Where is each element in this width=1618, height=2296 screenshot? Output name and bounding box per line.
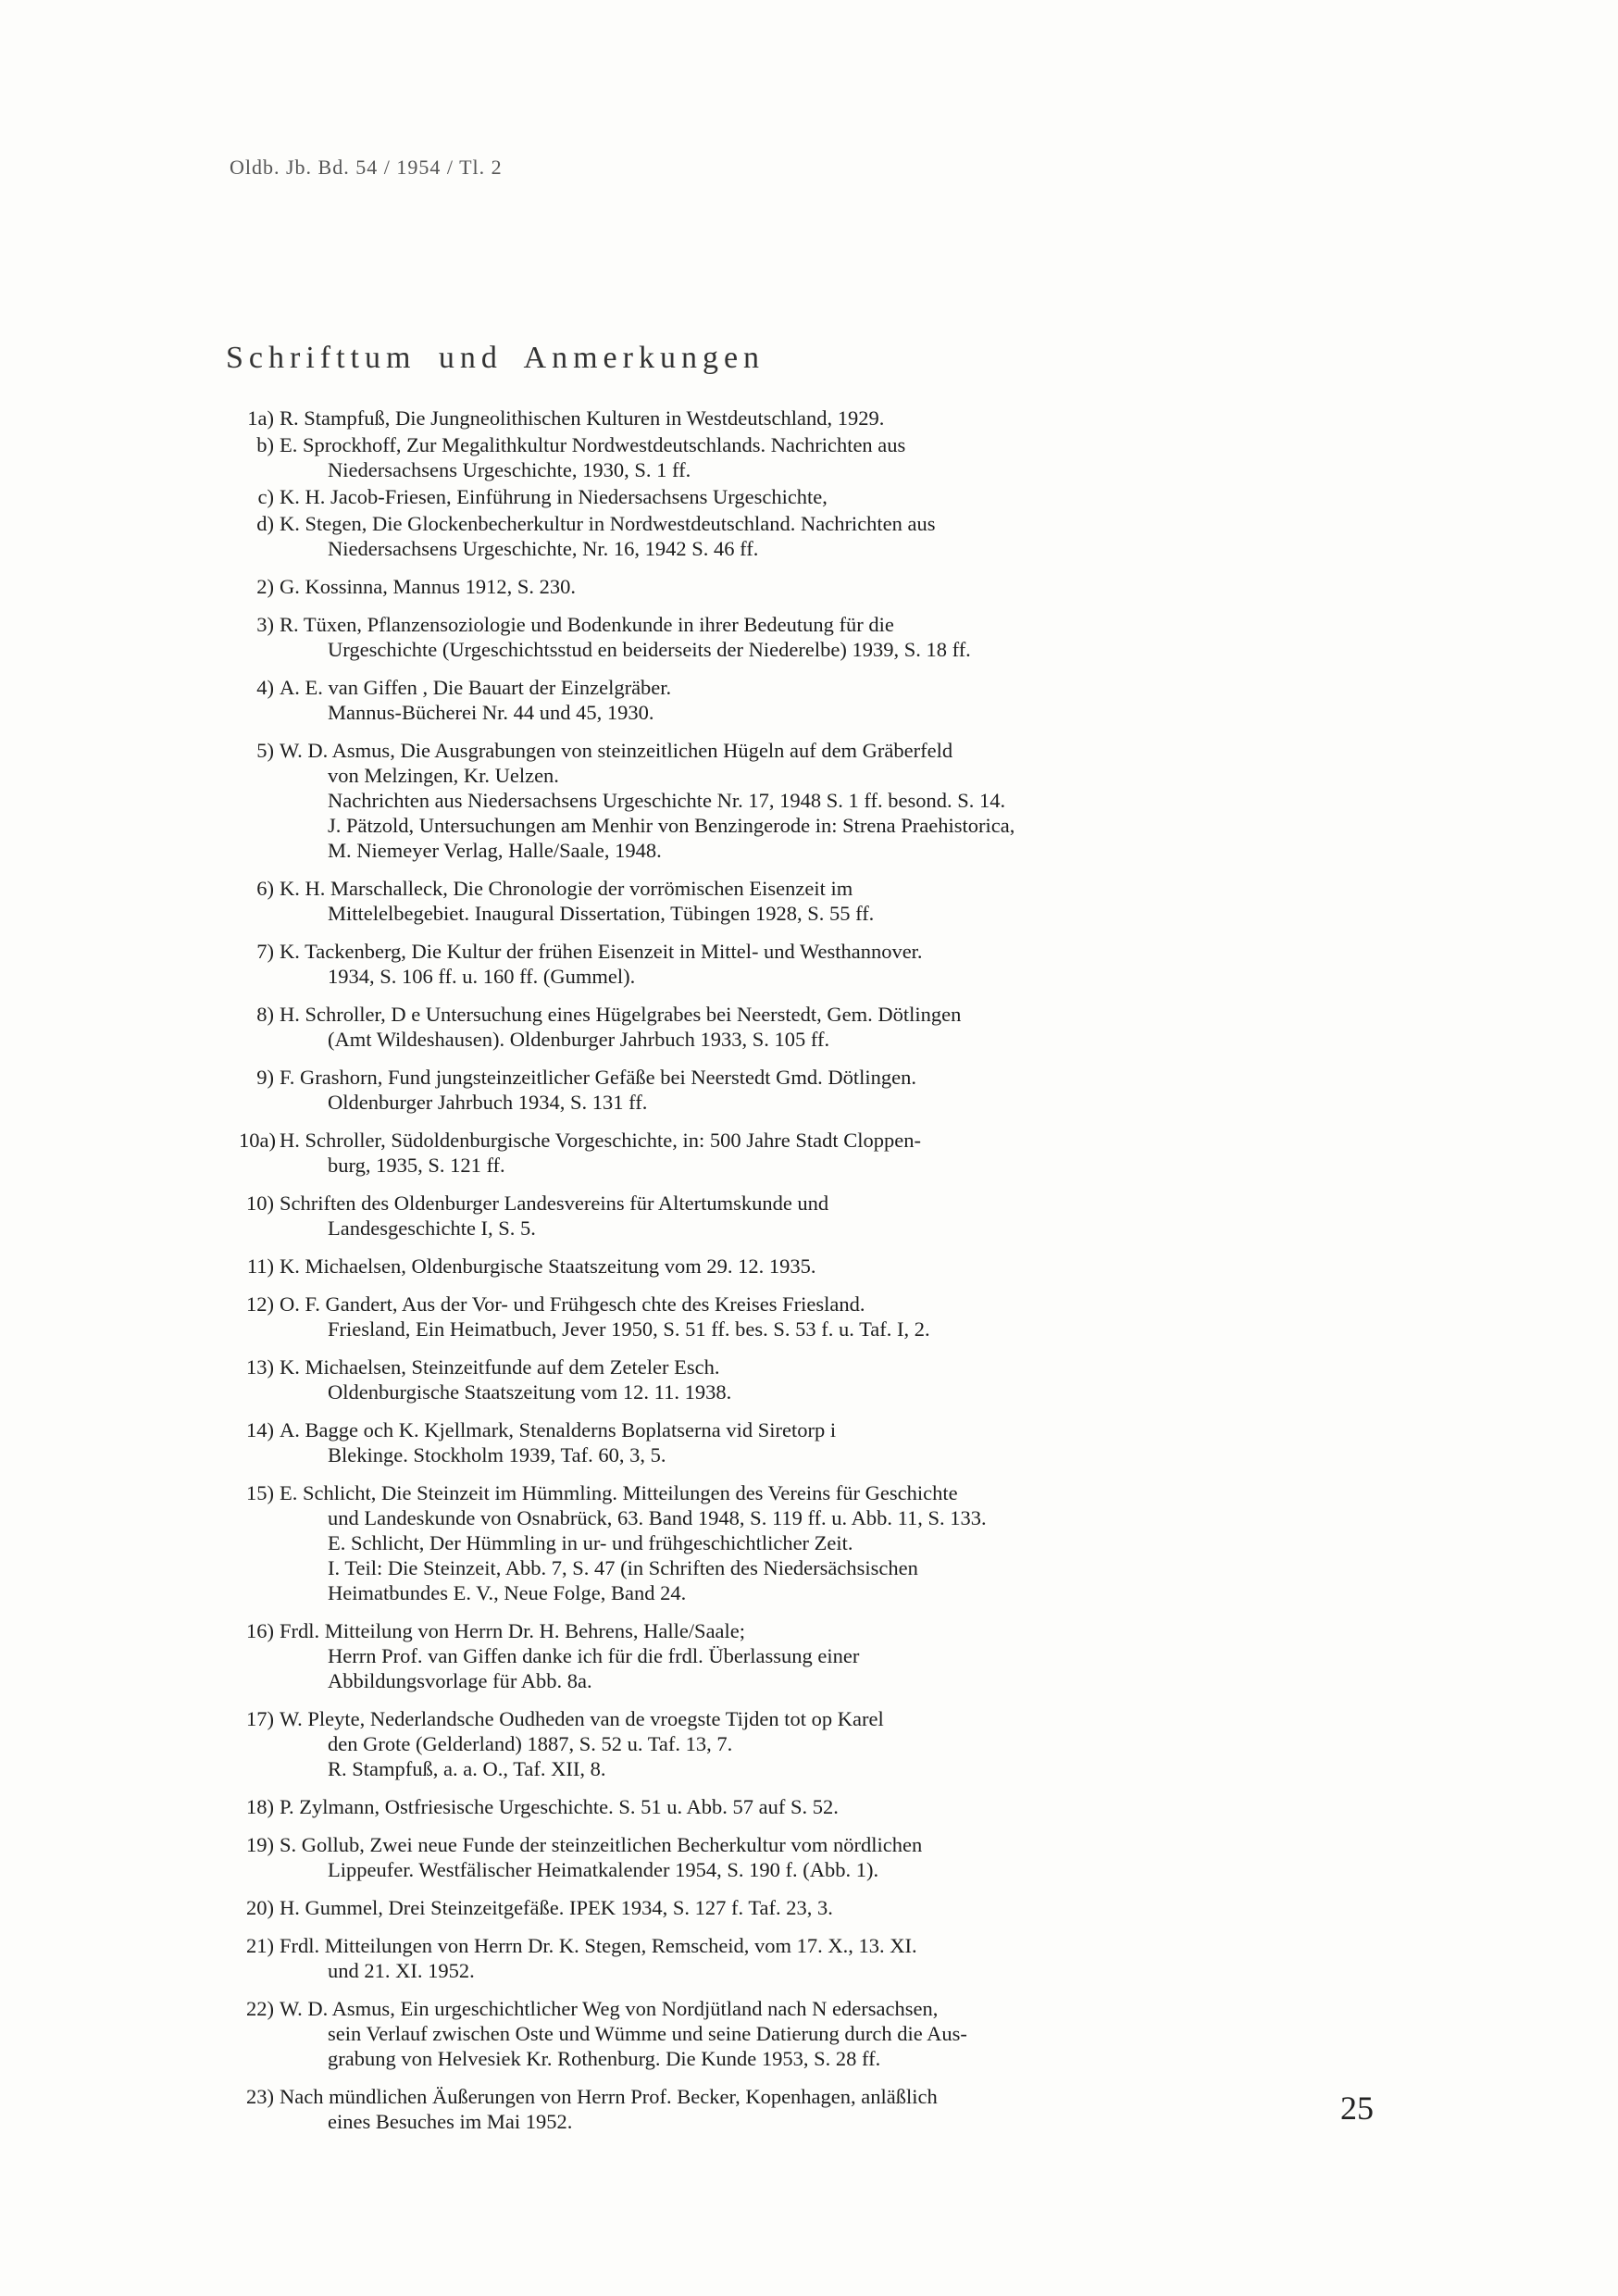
reference-text	[280, 1292, 1405, 1341]
reference-number: 10)	[246, 1192, 274, 1215]
reference-text	[280, 2084, 1405, 2134]
reference-text	[280, 1191, 1405, 1241]
reference-line: (Amt Wildeshausen). Oldenburger Jahrbuch 1933, S. 105 ff.	[328, 1028, 830, 1051]
reference-text	[280, 1354, 1405, 1404]
reference-line: I. Teil: Die Steinzeit, Abb. 7, S. 47 (in Schriften des Niedersächsischen	[328, 1556, 918, 1579]
reference-number: 22)	[246, 1997, 274, 2020]
reference-item	[239, 1618, 1405, 1693]
reference-text	[280, 574, 1405, 599]
reference-number: d)	[256, 512, 274, 535]
reference-text	[280, 406, 1405, 430]
reference-line: eines Besuches im Mai 1952.	[328, 2110, 573, 2133]
reference-item	[239, 406, 1405, 430]
reference-line: von Melzingen, Kr. Uelzen.	[328, 764, 559, 787]
reference-line: W. Pleyte, Nederlandsche Oudheden van de vroegste Tijden tot op Karel	[280, 1707, 884, 1730]
reference-line: K. H. Marschalleck, Die Chronologie der vorrömischen Eisenzeit im	[280, 877, 853, 900]
reference-number: b)	[256, 433, 274, 456]
reference-text	[280, 876, 1405, 926]
reference-number: 21)	[246, 1934, 274, 1957]
reference-line: burg, 1935, S. 121 ff.	[328, 1154, 505, 1177]
reference-number: 16)	[246, 1619, 274, 1642]
reference-item	[239, 1354, 1405, 1404]
reference-number: 12)	[246, 1292, 274, 1316]
reference-item	[239, 2084, 1405, 2134]
reference-item	[239, 1417, 1405, 1467]
reference-text	[280, 484, 1405, 509]
reference-line: Frdl. Mitteilungen von Herrn Dr. K. Stegen, Remscheid, vom 17. X., 13. XI.	[280, 1934, 917, 1957]
reference-line: und Landeskunde von Osnabrück, 63. Band 1948, S. 119 ff. u. Abb. 11, S. 133.	[328, 1506, 987, 1529]
reference-number: 9)	[256, 1066, 274, 1089]
reference-text	[280, 432, 1405, 482]
reference-line: Heimatbundes E. V., Neue Folge, Band 24.	[328, 1581, 687, 1604]
reference-item	[239, 1706, 1405, 1781]
reference-line: K. H. Jacob-Friesen, Einführung in Niedersachsens Urgeschichte,	[280, 485, 828, 508]
reference-line: W. D. Asmus, Die Ausgrabungen von steinzeitlichen Hügeln auf dem Gräberfeld	[280, 739, 953, 762]
reference-text	[280, 738, 1405, 863]
reference-item	[239, 1128, 1405, 1178]
reference-item	[239, 1191, 1405, 1241]
reference-text	[280, 1065, 1405, 1115]
reference-number: 1a)	[247, 406, 274, 430]
reference-line: J. Pätzold, Untersuchungen am Menhir von Benzingerode in: Strena Praehistorica,	[328, 814, 1015, 837]
reference-line: Mannus-Bücherei Nr. 44 und 45, 1930.	[328, 701, 654, 724]
section-title: Schrifttum und Anmerkungen	[226, 341, 765, 375]
reference-line: den Grote (Gelderland) 1887, S. 52 u. Taf. 13, 7.	[328, 1732, 733, 1755]
running-head: Oldb. Jb. Bd. 54 / 1954 / Tl. 2	[230, 156, 503, 179]
reference-text	[280, 939, 1405, 989]
reference-number: 17)	[246, 1707, 274, 1730]
reference-text	[280, 511, 1405, 561]
reference-line: P. Zylmann, Ostfriesische Urgeschichte. S. 51 u. Abb. 57 auf S. 52.	[280, 1795, 839, 1818]
reference-number: c)	[257, 485, 274, 508]
reference-line: Frdl. Mitteilung von Herrn Dr. H. Behrens, Halle/Saale;	[280, 1619, 746, 1642]
reference-text	[280, 1706, 1405, 1781]
reference-line: A. E. van Giffen , Die Bauart der Einzelgräber.	[280, 676, 672, 699]
reference-line: W. D. Asmus, Ein urgeschichtlicher Weg von Nordjütland nach N edersachsen,	[280, 1997, 939, 2020]
reference-item	[239, 1933, 1405, 1983]
reference-text	[280, 612, 1405, 662]
reference-line: H. Gummel, Drei Steinzeitgefäße. IPEK 1934, S. 127 f. Taf. 23, 3.	[280, 1896, 833, 1919]
reference-line: Niedersachsens Urgeschichte, 1930, S. 1 ff.	[328, 458, 691, 481]
reference-number: 11)	[246, 1254, 274, 1278]
reference-text	[280, 1618, 1405, 1693]
reference-line: sein Verlauf zwischen Oste und Wümme und seine Datierung durch die Aus-	[328, 2022, 967, 2045]
reference-item	[239, 511, 1405, 561]
reference-text	[280, 1002, 1405, 1052]
reference-text	[280, 1128, 1405, 1178]
reference-line: R. Tüxen, Pflanzensoziologie und Bodenkunde in ihrer Bedeutung für die	[280, 613, 894, 636]
reference-item	[239, 1794, 1405, 1819]
reference-line: K. Michaelsen, Steinzeitfunde auf dem Zeteler Esch.	[280, 1355, 720, 1379]
reference-item	[239, 675, 1405, 725]
reference-number: 6)	[256, 877, 274, 900]
reference-line: K. Michaelsen, Oldenburgische Staatszeitung vom 29. 12. 1935.	[280, 1254, 816, 1278]
reference-text	[280, 1832, 1405, 1882]
reference-number: 2)	[256, 575, 274, 598]
reference-line: Landesgeschichte I, S. 5.	[328, 1217, 536, 1240]
reference-line: Nach mündlichen Äußerungen von Herrn Prof. Becker, Kopenhagen, anläßlich	[280, 2085, 938, 2108]
reference-line: 1934, S. 106 ff. u. 160 ff. (Gummel).	[328, 965, 636, 988]
reference-line: H. Schroller, D e Untersuchung eines Hügelgrabes bei Neerstedt, Gem. Dötlingen	[280, 1003, 962, 1026]
reference-number: 13)	[246, 1355, 274, 1379]
reference-item	[239, 1002, 1405, 1052]
reference-number: 20)	[246, 1896, 274, 1919]
reference-list	[239, 406, 1405, 2147]
reference-line: E. Schlicht, Der Hümmling in ur- und frühgeschichtlicher Zeit.	[328, 1531, 853, 1554]
reference-item	[239, 1065, 1405, 1115]
reference-line: K. Stegen, Die Glockenbecherkultur in Nordwestdeutschland. Nachrichten aus	[280, 512, 936, 535]
reference-text	[280, 675, 1405, 725]
reference-line: O. F. Gandert, Aus der Vor- und Frühgesch chte des Kreises Friesland.	[280, 1292, 865, 1316]
reference-number: 19)	[246, 1833, 274, 1856]
reference-line: M. Niemeyer Verlag, Halle/Saale, 1948.	[328, 839, 662, 862]
reference-text	[280, 1794, 1405, 1819]
reference-item	[239, 432, 1405, 482]
reference-item	[239, 1292, 1405, 1341]
reference-number: 14)	[246, 1418, 274, 1441]
reference-text	[280, 1933, 1405, 1983]
reference-item	[239, 574, 1405, 599]
reference-line: Urgeschichte (Urgeschichtsstud en beiderseits der Niederelbe) 1939, S. 18 ff.	[328, 638, 971, 661]
reference-line: grabung von Helvesiek Kr. Rothenburg. Die Kunde 1953, S. 28 ff.	[328, 2047, 881, 2070]
reference-item	[239, 484, 1405, 509]
reference-number: 10a)	[239, 1129, 276, 1152]
reference-number: 7)	[256, 940, 274, 963]
reference-number: 23)	[246, 2085, 274, 2108]
reference-line: H. Schroller, Südoldenburgische Vorgeschichte, in: 500 Jahre Stadt Cloppen-	[280, 1129, 921, 1152]
reference-line: E. Sprockhoff, Zur Megalithkultur Nordwestdeutschlands. Nachrichten aus	[280, 433, 906, 456]
reference-item	[239, 876, 1405, 926]
reference-line: Blekinge. Stockholm 1939, Taf. 60, 3, 5.	[328, 1443, 666, 1466]
reference-item	[239, 1996, 1405, 2071]
reference-number: 18)	[246, 1795, 274, 1818]
reference-item	[239, 612, 1405, 662]
reference-number: 4)	[256, 676, 274, 699]
reference-line: Nachrichten aus Niedersachsens Urgeschichte Nr. 17, 1948 S. 1 ff. besond. S. 14.	[328, 789, 1006, 812]
reference-line: Niedersachsens Urgeschichte, Nr. 16, 1942 S. 46 ff.	[328, 537, 759, 560]
reference-line: G. Kossinna, Mannus 1912, S. 230.	[280, 575, 577, 598]
reference-item	[239, 1480, 1405, 1605]
page-number: 25	[1340, 2090, 1374, 2127]
reference-line: Herrn Prof. van Giffen danke ich für die frdl. Überlassung einer	[328, 1644, 860, 1667]
reference-line: A. Bagge och K. Kjellmark, Stenalderns Boplatserna vid Siretorp i	[280, 1418, 837, 1441]
reference-line: und 21. XI. 1952.	[328, 1959, 475, 1982]
reference-item	[239, 939, 1405, 989]
reference-item	[239, 1895, 1405, 1920]
reference-text	[280, 1480, 1405, 1605]
reference-number: 3)	[256, 613, 274, 636]
reference-line: Abbildungsvorlage für Abb. 8a.	[328, 1669, 592, 1692]
reference-number: 15)	[246, 1481, 274, 1504]
reference-line: Friesland, Ein Heimatbuch, Jever 1950, S. 51 ff. bes. S. 53 f. u. Taf. I, 2.	[328, 1317, 930, 1341]
reference-item	[239, 1254, 1405, 1279]
reference-number: 5)	[256, 739, 274, 762]
reference-line: R. Stampfuß, Die Jungneolithischen Kulturen in Westdeutschland, 1929.	[280, 406, 885, 430]
reference-text	[280, 1254, 1405, 1279]
reference-text	[280, 1996, 1405, 2071]
reference-line: S. Gollub, Zwei neue Funde der steinzeitlichen Becherkultur vom nördlichen	[280, 1833, 923, 1856]
reference-line: Mittelelbegebiet. Inaugural Dissertation, Tübingen 1928, S. 55 ff.	[328, 902, 875, 925]
reference-text	[280, 1895, 1405, 1920]
reference-number: 8)	[256, 1003, 274, 1026]
reference-text	[280, 1417, 1405, 1467]
reference-line: R. Stampfuß, a. a. O., Taf. XII, 8.	[328, 1757, 606, 1780]
reference-line: Schriften des Oldenburger Landesvereins für Altertumskunde und	[280, 1192, 829, 1215]
reference-item	[239, 1832, 1405, 1882]
reference-line: Oldenburger Jahrbuch 1934, S. 131 ff.	[328, 1091, 648, 1114]
reference-line: F. Grashorn, Fund jungsteinzeitlicher Gefäße bei Neerstedt Gmd. Dötlingen.	[280, 1066, 917, 1089]
reference-line: Oldenburgische Staatszeitung vom 12. 11. 1938.	[328, 1380, 732, 1404]
reference-line: K. Tackenberg, Die Kultur der frühen Eisenzeit in Mittel- und Westhannover.	[280, 940, 923, 963]
reference-item	[239, 738, 1405, 863]
reference-line: E. Schlicht, Die Steinzeit im Hümmling. Mitteilungen des Vereins für Geschichte	[280, 1481, 958, 1504]
reference-line: Lippeufer. Westfälischer Heimatkalender 1954, S. 190 f. (Abb. 1).	[328, 1858, 879, 1881]
